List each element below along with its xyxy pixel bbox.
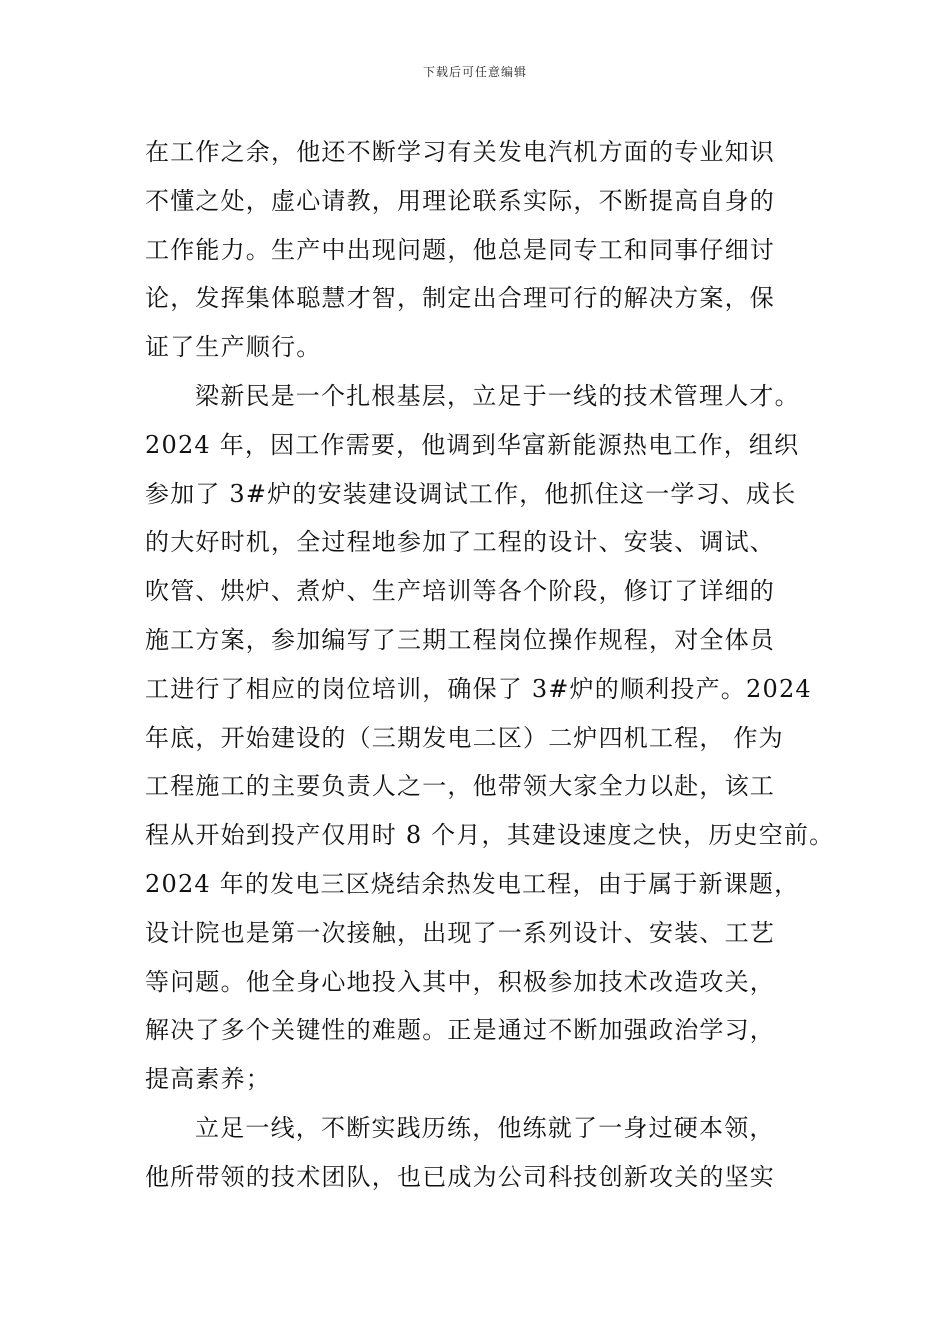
text-line: 在工作之余，他还不断学习有关发电汽机方面的专业知识	[145, 138, 775, 166]
text-line: 施工方案，参加编写了三期工程岗位操作规程，对全体员	[145, 625, 775, 654]
paragraph-start-line: 梁新民是一个扎根基层，立足于一线的技术管理人才。	[195, 381, 800, 410]
text-line: 提高素养；	[145, 1065, 271, 1094]
text-line: 参加了 3#炉的安装建设调试工作，他抓住这一学习、成长	[145, 479, 797, 508]
text-line: 程从开始到投产仅用时 8 个月，其建设速度之快，历史空前。	[145, 821, 835, 850]
text-line: 他所带领的技术团队，也已成为公司科技创新攻关的坚实	[145, 1162, 775, 1191]
text-line: 等问题。他全身心地投入其中，积极参加技术改造攻关，	[145, 967, 775, 996]
text-line: 设计院也是第一次接触，出现了一系列设计、安装、工艺	[145, 918, 775, 947]
text-line: 的大好时机，全过程地参加了工程的设计、安装、调试、	[145, 528, 775, 557]
text-line: 2024 年，因工作需要，他调到华富新能源热电工作，组织	[145, 430, 800, 459]
text-line: 不懂之处，虚心请教，用理论联系实际，不断提高自身的	[145, 186, 775, 215]
text-line: 2024 年的发电三区烧结余热发电工程，由于属于新课题，	[145, 869, 800, 898]
text-line: 工程施工的主要负责人之一，他带领大家全力以赴，该工	[145, 772, 775, 801]
body-text	[145, 128, 835, 1202]
text-line: 证了生产顺行。	[145, 333, 322, 362]
text-line: 工进行了相应的岗位培训，确保了 3#炉的顺利投产。2024	[145, 674, 812, 703]
text-line: 论，发挥集体聪慧才智，制定出合理可行的解决方案，保	[145, 284, 775, 313]
text-line: 工作能力。生产中出现问题，他总是同专工和同事仔细讨	[145, 235, 775, 264]
page-header: 下载后可任意编辑	[422, 65, 527, 79]
text-line: 吹管、烘炉、煮炉、生产培训等各个阶段，修订了详细的	[145, 577, 775, 606]
text-line: 解决了多个关键性的难题。正是通过不断加强政治学习，	[145, 1016, 775, 1045]
paragraph-start-line: 立足一线，不断实践历练，他练就了一身过硬本领，	[195, 1113, 775, 1142]
text-line: 年底，开始建设的（三期发电二区）二炉四机工程， 作为	[145, 723, 784, 752]
